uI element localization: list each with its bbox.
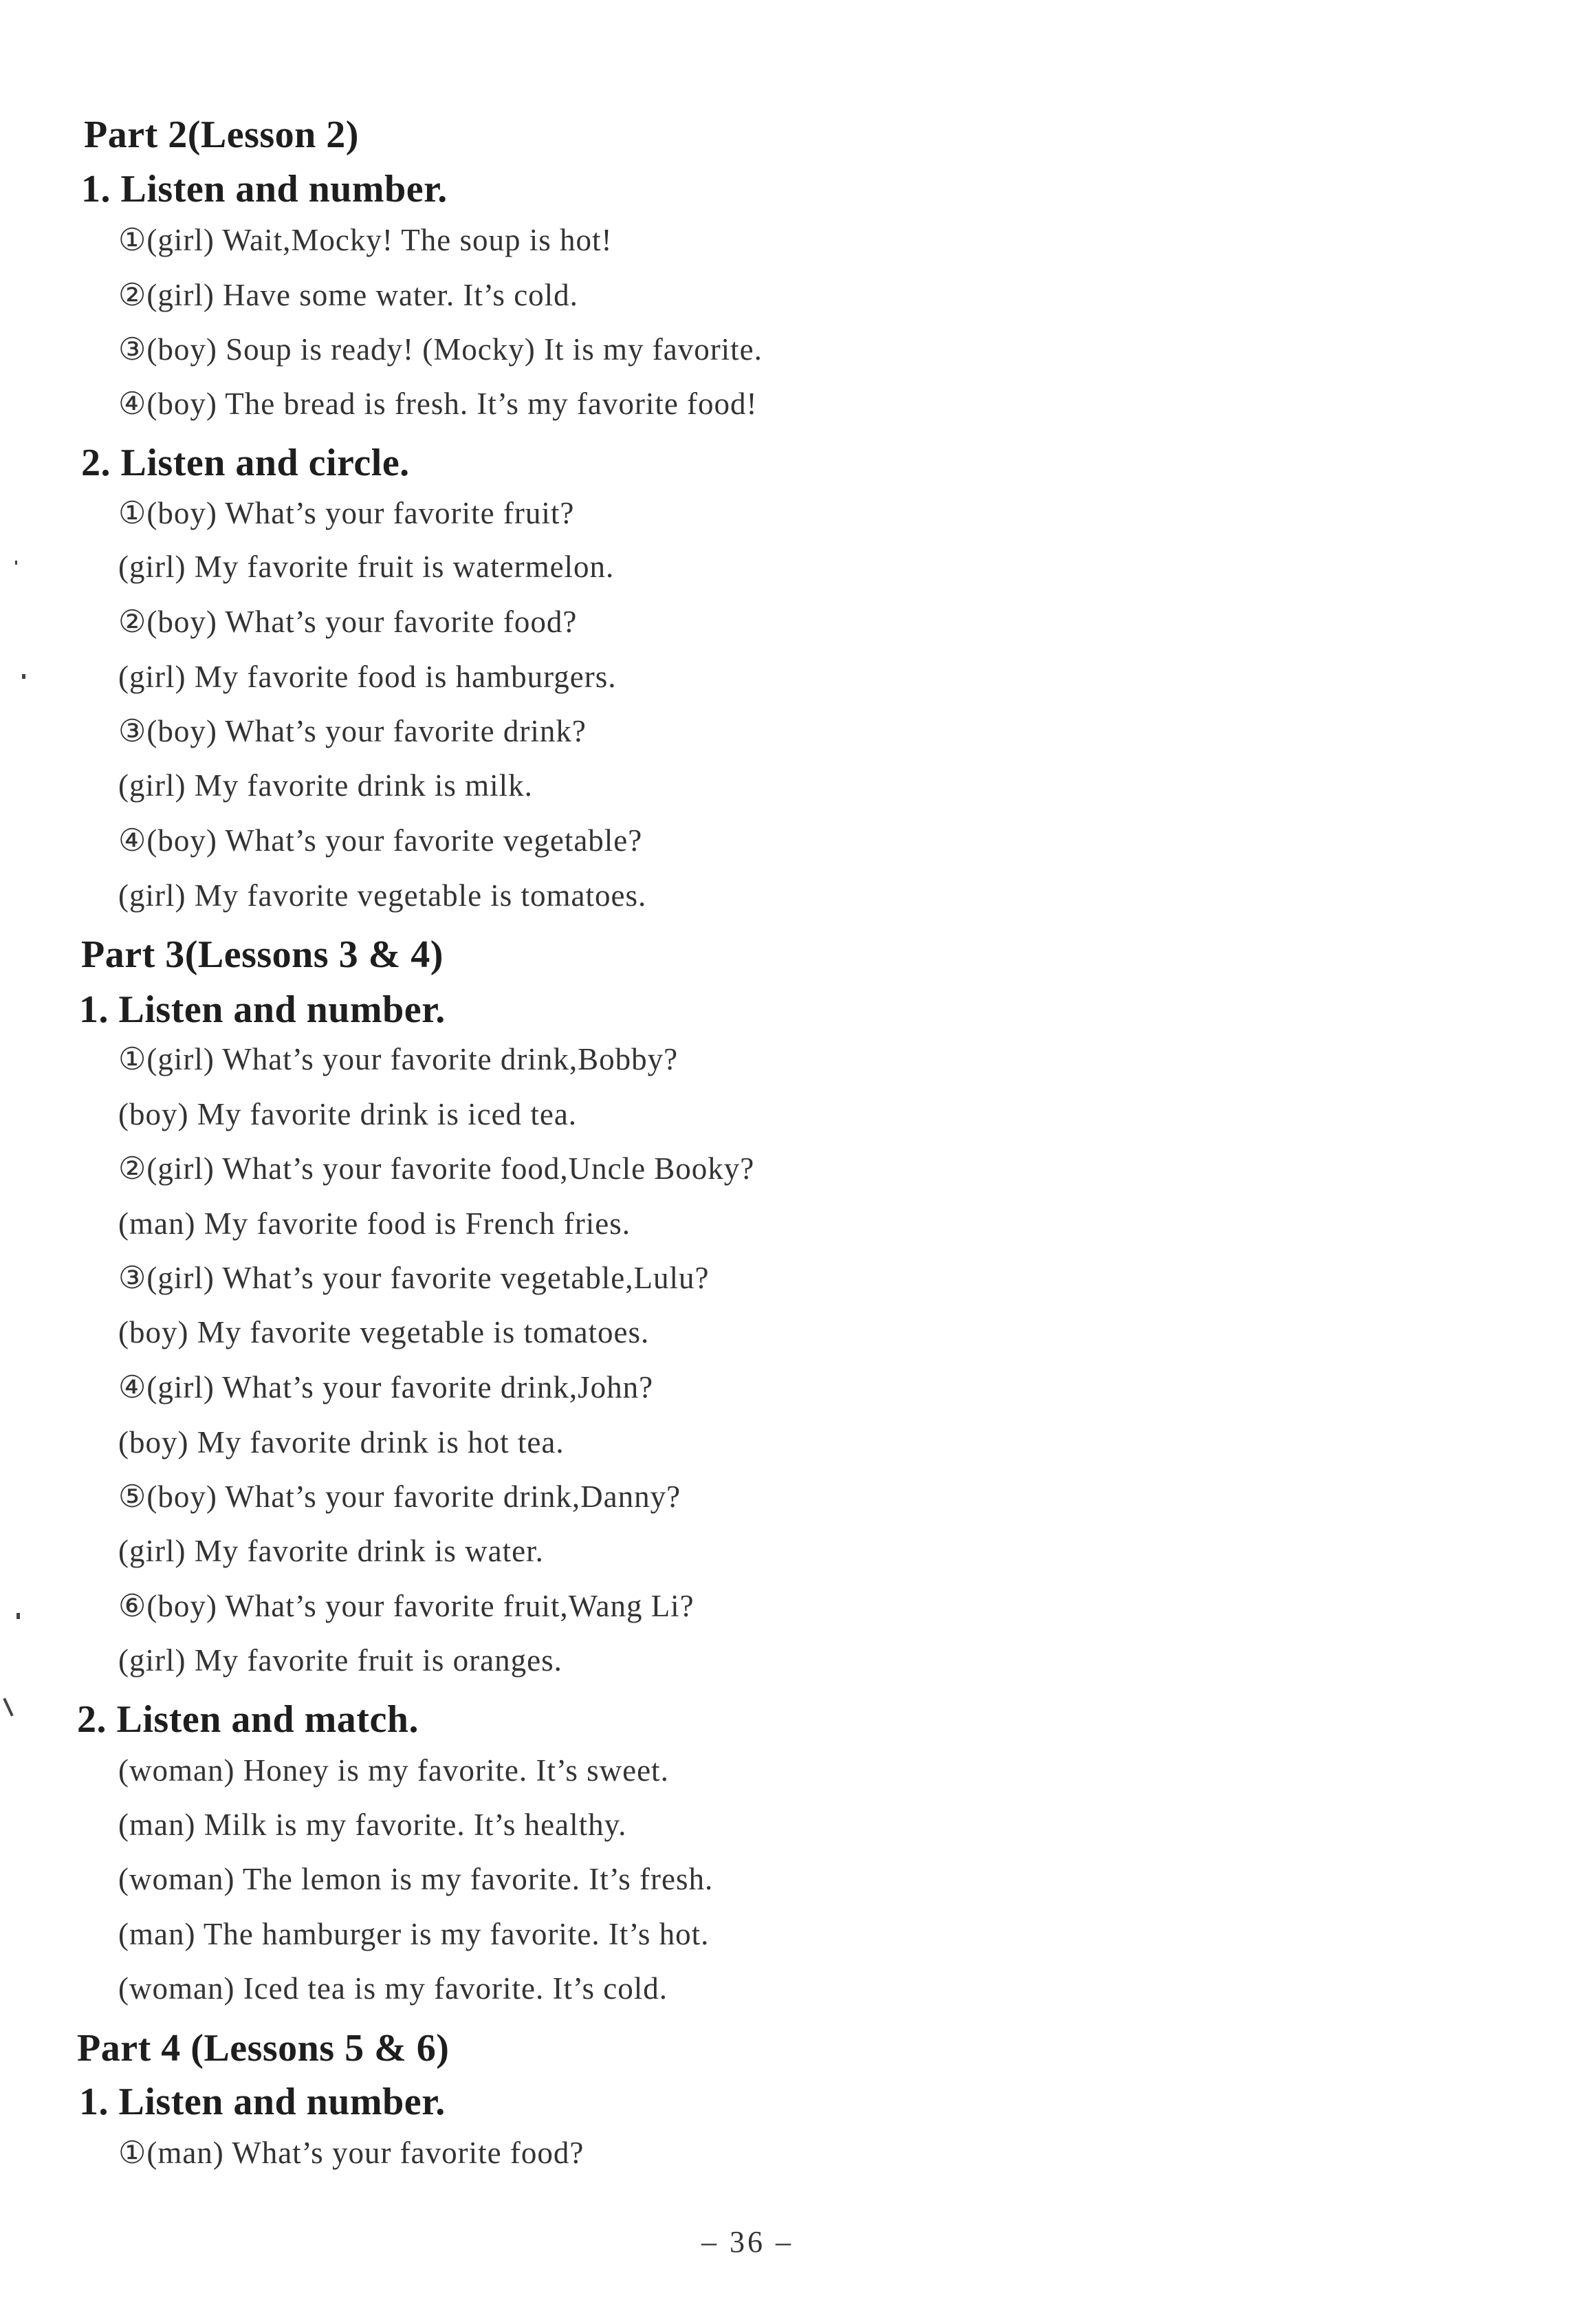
dialogue-text: (boy) My favorite drink is hot tea. [118,1425,565,1460]
scan-speck [17,1613,20,1619]
dialogue-text: (man) The hamburger is my favorite. It’s hot. [118,1917,710,1951]
section-heading: Part 3(Lessons 3 & 4) [81,933,444,976]
item-number: ④ [118,387,147,421]
dialogue-text: (boy) What’s your favorite drink,Danny? [146,1479,681,1514]
dialogue-text: (girl) What’s your favorite vegetable,Lulu? [146,1261,710,1295]
dialogue-line [118,1208,631,1239]
item-number: ③ [118,332,147,367]
dialogue-line [118,825,642,856]
dialogue-text: (girl) My favorite food is hamburgers. [118,660,617,694]
section-heading: 2. Listen and circle. [81,442,410,484]
dialogue-text: (boy) What’s your favorite fruit? [146,496,575,530]
section-heading: Part 2(Lesson 2) [84,113,359,156]
dialogue-line [118,389,758,420]
dialogue-line [118,334,763,365]
dialogue-text: (girl) My favorite drink is milk. [118,768,533,803]
dialogue-line [118,1591,695,1622]
item-number: ① [118,223,147,257]
dialogue-text: (boy) What’s your favorite food? [146,605,578,639]
dialogue-text: (girl) What’s your favorite drink,Bobby? [146,1042,679,1076]
dialogue-line [118,1099,577,1130]
dialogue-text: (woman) Honey is my favorite. It’s sweet. [118,1753,669,1788]
dialogue-line [118,1317,649,1348]
dialogue-text: (girl) My favorite vegetable is tomatoes. [118,878,647,913]
dialogue-text: (girl) Wait,Mocky! The soup is hot! [146,223,613,257]
dialogue-line [118,498,574,529]
dialogue-line [118,880,646,911]
item-number: ① [118,2136,147,2170]
dialogue-text: (boy) My favorite drink is iced tea. [118,1097,578,1131]
dialogue-text: (girl) My favorite fruit is watermelon. [118,550,615,584]
item-number: ⑤ [118,1479,147,1514]
dialogue-line [118,1755,669,1786]
dialogue-line [118,1536,544,1567]
dialogue-text: (boy) The bread is fresh. It’s my favorite food! [146,387,758,421]
dialogue-text: (girl) My favorite fruit is oranges. [118,1643,562,1678]
dialogue-text: (woman) Iced tea is my favorite. It’s cold. [118,1971,668,2006]
dialogue-line [118,2138,584,2169]
dialogue-line [118,1810,626,1841]
dialogue-line [118,1919,709,1950]
item-number: ④ [118,1370,147,1404]
dialogue-text: (girl) What’s your favorite food,Uncle Booky? [146,1151,755,1186]
dialogue-line [118,280,578,311]
dialogue-line [118,1973,668,2004]
dialogue-text: (girl) Have some water. It’s cold. [146,278,578,312]
page-number: – 36 – [701,2225,794,2259]
dialogue-line [118,770,533,801]
dialogue-line [118,225,612,256]
item-number: ② [118,605,147,639]
dialogue-line [118,1427,565,1458]
dialogue-text: (woman) The lemon is my favorite. It’s fresh. [118,1862,714,1896]
dialogue-text: (boy) Soup is ready! (Mocky) It is my favorite. [146,332,763,367]
dialogue-line [118,552,614,583]
section-heading: Part 4 (Lessons 5 & 6) [77,2027,450,2070]
item-number: ⑥ [118,1589,147,1623]
item-number: ③ [118,1261,147,1295]
dialogue-text: (boy) What’s your favorite fruit,Wang Li? [146,1589,695,1623]
section-heading: 1. Listen and number. [79,988,446,1031]
dialogue-text: (man) Milk is my favorite. It’s healthy. [118,1808,627,1842]
dialogue-line [118,1645,562,1676]
dialogue-text: (girl) My favorite drink is water. [118,1534,544,1568]
dialogue-line [118,607,577,638]
item-number: ② [118,1151,147,1186]
dialogue-line [118,716,587,747]
dialogue-line [118,1153,754,1184]
item-number: ② [118,278,147,312]
dialogue-line [118,1479,681,1514]
section-heading: 1. Listen and number. [81,168,448,210]
item-number: ① [118,1042,147,1076]
section-heading: 1. Listen and number. [79,2081,446,2123]
scan-speck [22,674,25,679]
item-number: ③ [118,714,147,748]
dialogue-text: (boy) My favorite vegetable is tomatoes. [118,1315,650,1349]
dialogue-text: (boy) What’s your favorite drink? [146,714,587,748]
item-number: ④ [118,823,147,858]
dialogue-text: (man) My favorite food is French fries. [118,1206,631,1241]
item-number: ① [118,496,147,530]
scan-speck [15,561,17,565]
dialogue-line [118,1044,678,1075]
dialogue-text: (boy) What’s your favorite vegetable? [146,823,643,858]
dialogue-line [118,1372,653,1403]
dialogue-line [118,1263,709,1294]
dialogue-text: (girl) What’s your favorite drink,John? [146,1370,654,1404]
section-heading: 2. Listen and match. [77,1698,419,1741]
scan-speck [3,1697,13,1716]
dialogue-text: (man) What’s your favorite food? [146,2136,584,2170]
dialogue-line [118,1864,713,1895]
dialogue-line [118,662,617,693]
